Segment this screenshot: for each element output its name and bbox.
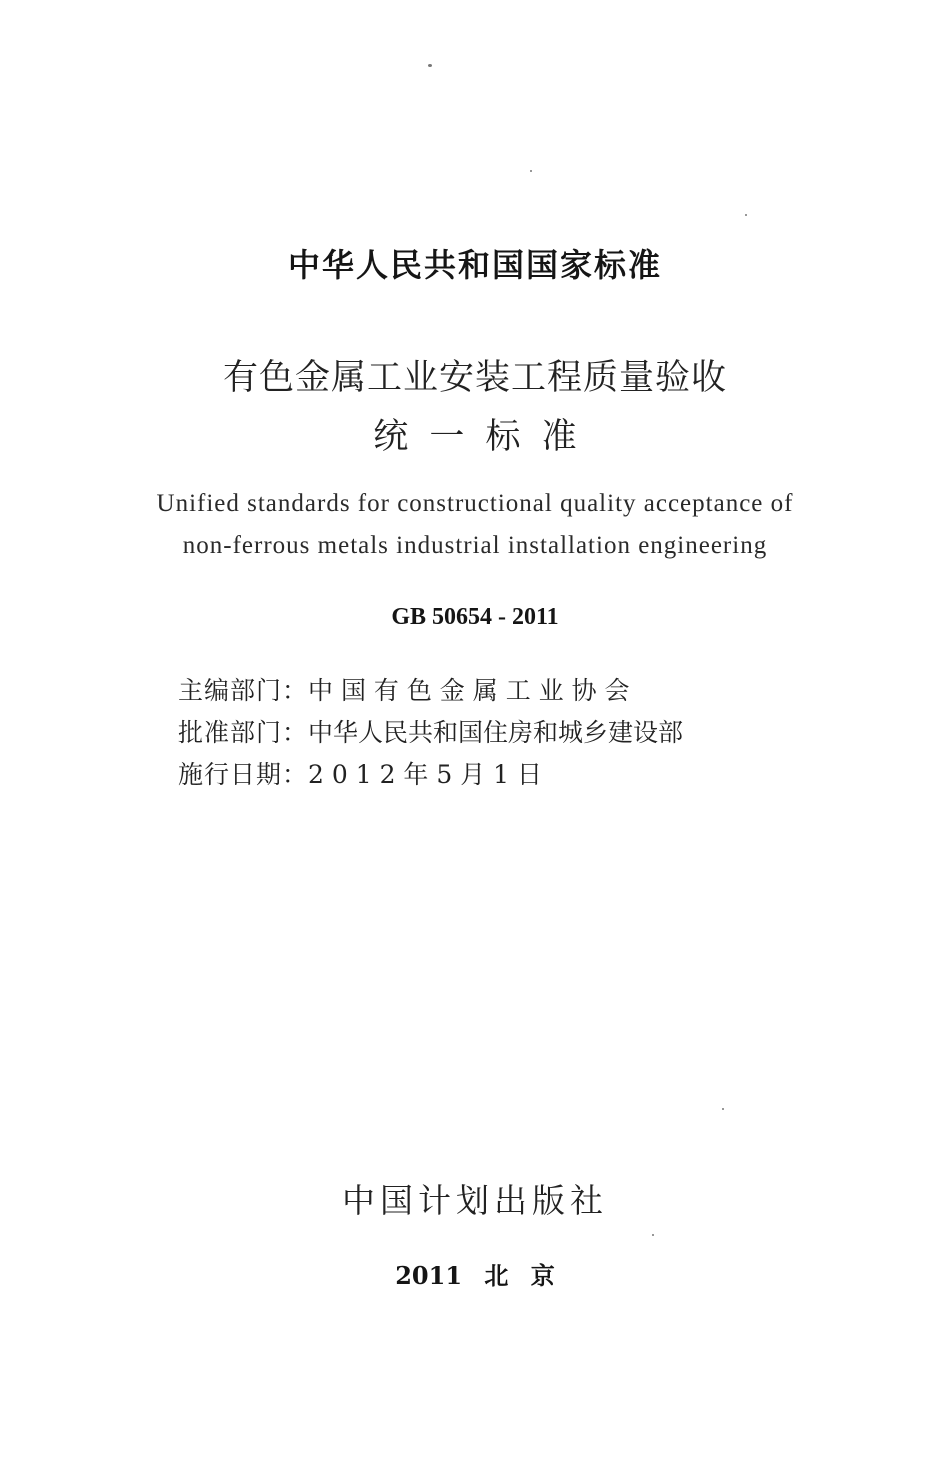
chief-editor-row xyxy=(178,673,683,715)
standard-code: GB 50654 - 2011 xyxy=(391,604,559,630)
scan-speck xyxy=(530,170,532,172)
chief-editor-value: 中 国 有 色 金 属 工 业 协 会 xyxy=(308,676,630,705)
english-title-line-2: non-ferrous metals industrial installation engineering xyxy=(182,532,768,559)
scan-speck xyxy=(428,64,432,67)
publication-place-year: 2011 北 京 xyxy=(395,1261,555,1290)
document-title-line-1: 有色金属工业安装工程质量验收 xyxy=(222,358,727,398)
approver-label: 批准部门： xyxy=(178,718,309,747)
document-title-line-2: 统 一 标 准 xyxy=(373,417,577,457)
scan-speck xyxy=(722,1108,724,1110)
scan-speck xyxy=(652,1234,654,1236)
series-title: 中华人民共和国国家标准 xyxy=(287,246,662,284)
scan-speck xyxy=(745,214,747,216)
effective-date-label: 施行日期： xyxy=(178,760,309,789)
effective-date-row xyxy=(178,757,683,799)
metadata-block xyxy=(178,673,683,799)
chief-editor-label: 主编部门： xyxy=(178,676,309,705)
english-title-line-1: Unified standards for constructional quality acceptance of xyxy=(156,490,794,517)
effective-date-value: 2 0 1 2 年 5 月 1 日 xyxy=(308,760,543,789)
publisher: 中国计划出版社 xyxy=(342,1181,608,1220)
approver-row xyxy=(178,715,683,757)
approver-value: 中华人民共和国住房和城乡建设部 xyxy=(308,718,684,747)
